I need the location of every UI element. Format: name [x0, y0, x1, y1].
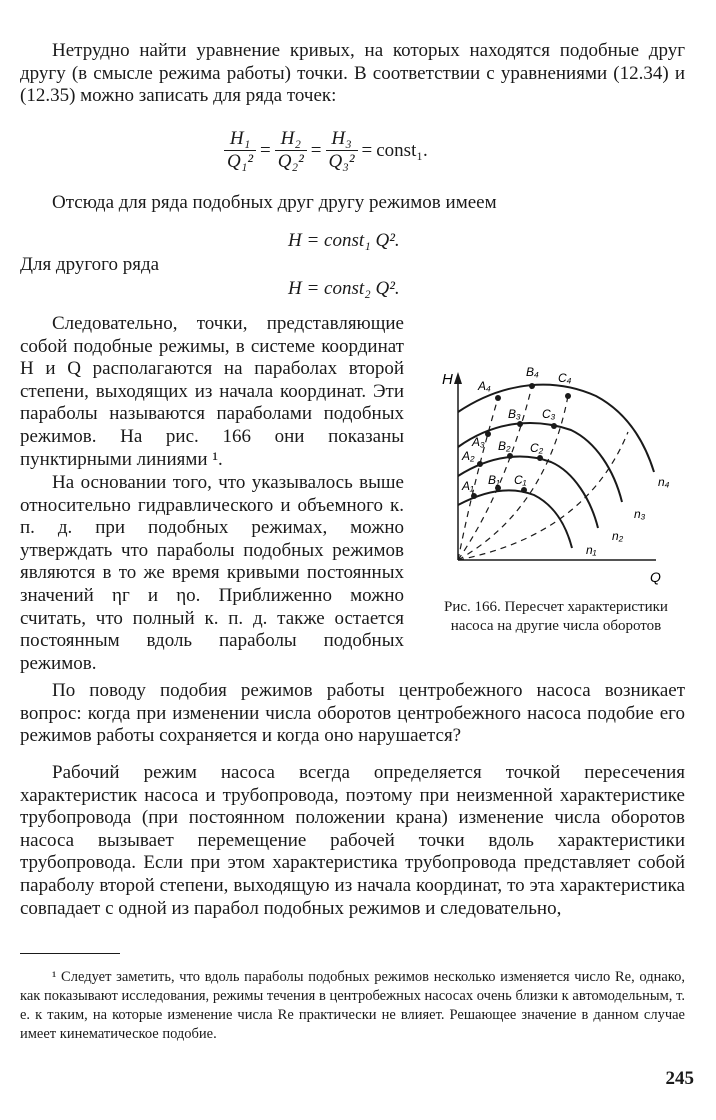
label-n1: n₁: [586, 543, 597, 557]
label-n4: n₄: [658, 475, 670, 489]
eq1-num2: H₂: [275, 128, 307, 151]
footnote: ¹ Следует заметить, что вдоль параболы подобных режимов несколько изменяется число Re, однако, как показывают исследования, режимы течения в центробежных насосах очень близки к автомодельным, т. е. к таким, на которые изменение числа Re практически не влияет. Решающее значение в данном случае имеет кинематическое подобие.: [20, 969, 685, 1042]
label-a4: A₄: [478, 379, 491, 393]
label-c3: C₃: [542, 407, 556, 421]
label-b4: B₄: [526, 365, 539, 379]
eq1-eq-1: =: [260, 139, 271, 161]
label-a1: A₁: [462, 479, 474, 493]
paragraph-parabolas: Следовательно, точки, представляющие собой подобные режимы, в системе координат H и Q располагаются на параболах второй степени, выходящих из начала координат. Эти параболы называются параболами подобных режимов. На рис. 166 они показаны пунктирными линиями ¹.: [20, 313, 404, 470]
curve-n1: [458, 490, 572, 548]
paragraph-question: По поводу подобия режимов работы центробежного насоса возникает вопрос: когда при изменении числа оборотов центробежного насоса подобие его режимов работы сохраняется и когда оно нарушается?: [20, 680, 685, 747]
label-n2: n₂: [612, 529, 624, 543]
label-a3: A₃: [472, 435, 485, 449]
footnote-divider: [20, 953, 120, 954]
figure-caption: Рис. 166. Пересчет характеристики насоса на другие числа оборотов: [444, 599, 668, 634]
paragraph-efficiency: На основании того, что указывалось выше относительно гидравлического и объемного к. п. д. при подобных режимах, можно утверждать что параболы подобных режимов являются в то же время кривыми постоянных значений ηг и ηо. Приближенно можно считать, что полный к. п. д. также остается постоянным вдоль параболы подобных режимов.: [20, 472, 404, 674]
eq1-num1: H₁: [224, 128, 256, 151]
eq1-den2: Q₂²: [277, 151, 304, 172]
paragraph-operating-point: Рабочий режим насоса всегда определяется точкой пересечения характеристик насоса и трубопровода, поэтому при неизменной характеристике трубопровода (при постоянном положении крана) изменение числа оборотов насоса вызывает перемещение рабочей точки вдоль характеристики трубопровода. Если при этом характеристика трубопровода представляет собой параболу второй степени, выходящую из начала координат, то эта характеристика совпадает с одной из парабол подобных режимов и следовательно,: [20, 762, 685, 919]
point-c2: [537, 455, 543, 461]
eq1-num3: H₃: [326, 128, 358, 151]
eq1-eq-2: =: [310, 139, 322, 161]
point-a1: [471, 493, 477, 499]
point-b2: [507, 453, 513, 459]
equation-const2: H = const₂ Q².: [288, 278, 400, 299]
equation-ratio: [222, 128, 430, 173]
point-c4: [565, 393, 571, 399]
label-b2: B₂: [498, 439, 511, 453]
label-b3: B₃: [508, 407, 521, 421]
point-a2: [477, 461, 483, 467]
page-number: 245: [665, 1068, 694, 1089]
label-n3: n₃: [634, 507, 646, 521]
point-c3: [551, 423, 557, 429]
point-c1: [521, 487, 527, 493]
eq1-eq-3: =: [361, 139, 373, 161]
point-a3: [485, 431, 491, 437]
point-a4: [495, 395, 501, 401]
label-c1: C₁: [514, 473, 527, 487]
point-b3: [517, 421, 523, 427]
paragraph-similar-modes: Отсюда для ряда подобных друг другу режимов имеем: [52, 192, 497, 213]
equation-const1: H = const₁ Q².: [288, 230, 400, 251]
axis-h-arrow-icon: [454, 372, 462, 384]
label-c4: C₄: [558, 371, 572, 385]
paragraph-other-row: Для другого ряда: [20, 254, 160, 275]
curve-n4: [458, 385, 654, 472]
eq1-rhs: const₁.: [376, 139, 428, 161]
label-b1: B₁: [488, 473, 500, 487]
axis-q-label: Q: [650, 569, 661, 585]
label-a2: A₂: [462, 449, 475, 463]
pump-characteristic-figure: [436, 360, 686, 592]
eq1-den3: Q₃²: [328, 151, 355, 172]
eq1-den1: Q₁²: [227, 151, 254, 172]
axis-h-label: H: [442, 371, 453, 388]
label-c2: C₂: [530, 441, 544, 455]
point-b4: [529, 383, 535, 389]
paragraph-intro: Нетрудно найти уравнение кривых, на которых находятся подобные друг другу (в смысле режима работы) точки. В соответствии с уравнениями (12.34) и (12.35) можно записать для ряда точек:: [20, 40, 685, 107]
